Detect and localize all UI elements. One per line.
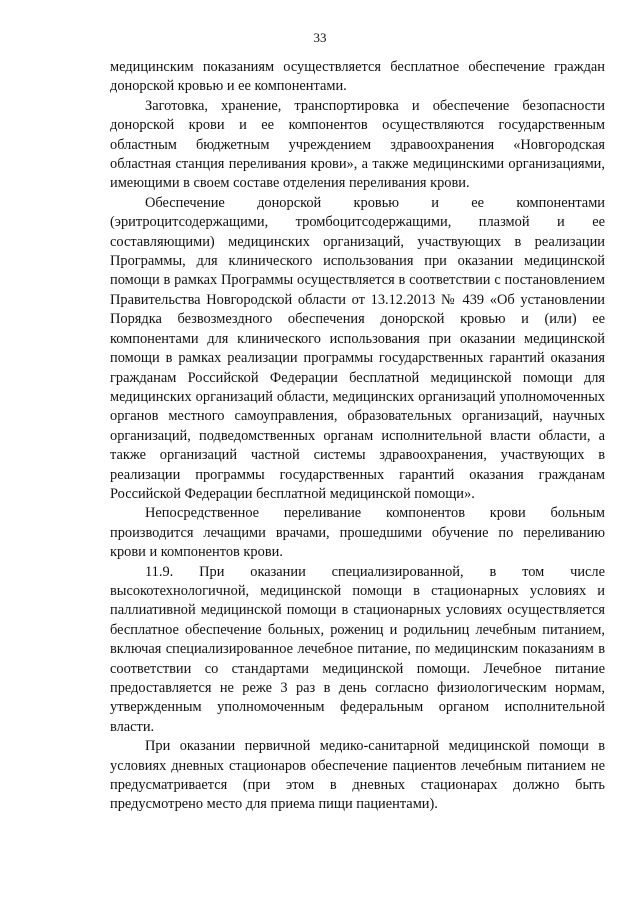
- paragraph-transfusion: Непосредственное переливание компонентов крови больным производится лечащими врачами, прошедшими обучение по переливанию крови и компонентов крови.: [110, 505, 605, 561]
- paragraph-blood-supply: Обеспечение донорской кровью и ее компонентами (эритроцитсодержащими, тромбоцитсодержащими, плазмой и ее составляющими) медицинских организаций, участвующих в реализации Программы, для клинического использования при оказании медицинской помощи в рамках Программы осуществляется в соответствии с постановлением Правительства Новгородской области от 13.12.2013 № 439 «Об установлении Порядка безвозмездного обеспечения донорской кровью и (или) ее компонентами для клинического использования при оказании медицинской помощи в рамках реализации программы государственных гарантий оказания гражданам Российской Федерации бесплатной медицинской помощи для медицинских организаций области, медицинских организаций уполномоченных органов местного самоуправления, образовательных организаций, научных организаций, подведомственных органам исполнительной власти области, а также организаций частной системы здравоохранения, участвующих в реализации программы государственных гарантий оказания гражданам Российской Федерации бесплатной медицинской помощи».: [110, 194, 605, 502]
- paragraph-section-11-9: 11.9. При оказании специализированной, в том числе высокотехнологичной, медицинской помощи в стационарных условиях и паллиативной медицинской помощи в стационарных условиях осуществляется бесплатное обеспечение больных, рожениц и родильниц лечебным питанием, включая специализированное лечебное питание, по медицинским показаниям в соответствии со стандартами медицинской помощи. Лечебное питание предоставляется не реже 3 раз в день согласно физиологическим нормам, утвержденным уполномоченным федеральным органом исполнительной власти.: [110, 563, 605, 735]
- page-number: 33: [313, 30, 327, 45]
- paragraph-day-hospital: При оказании первичной медико-санитарной медицинской помощи в условиях дневных стационаров обеспечение пациентов лечебным питанием не предусматривается (при этом в дневных стационарах должно быть предусмотрено место для приема пищи пациентами).: [110, 738, 605, 813]
- document-body: [110, 58, 605, 815]
- paragraph-continuation: медицинским показаниям осуществляется бесплатное обеспечение граждан донорской кровью и ее компонентами.: [110, 59, 605, 95]
- paragraph-blood-procurement: Заготовка, хранение, транспортировка и обеспечение безопасности донорской крови и ее компонентов осуществляются государственным областным бюджетным учреждением здравоохранения «Новгородская областная станция переливания крови», а также медицинскими организациями, имеющими в своем составе отделения переливания крови.: [110, 97, 605, 192]
